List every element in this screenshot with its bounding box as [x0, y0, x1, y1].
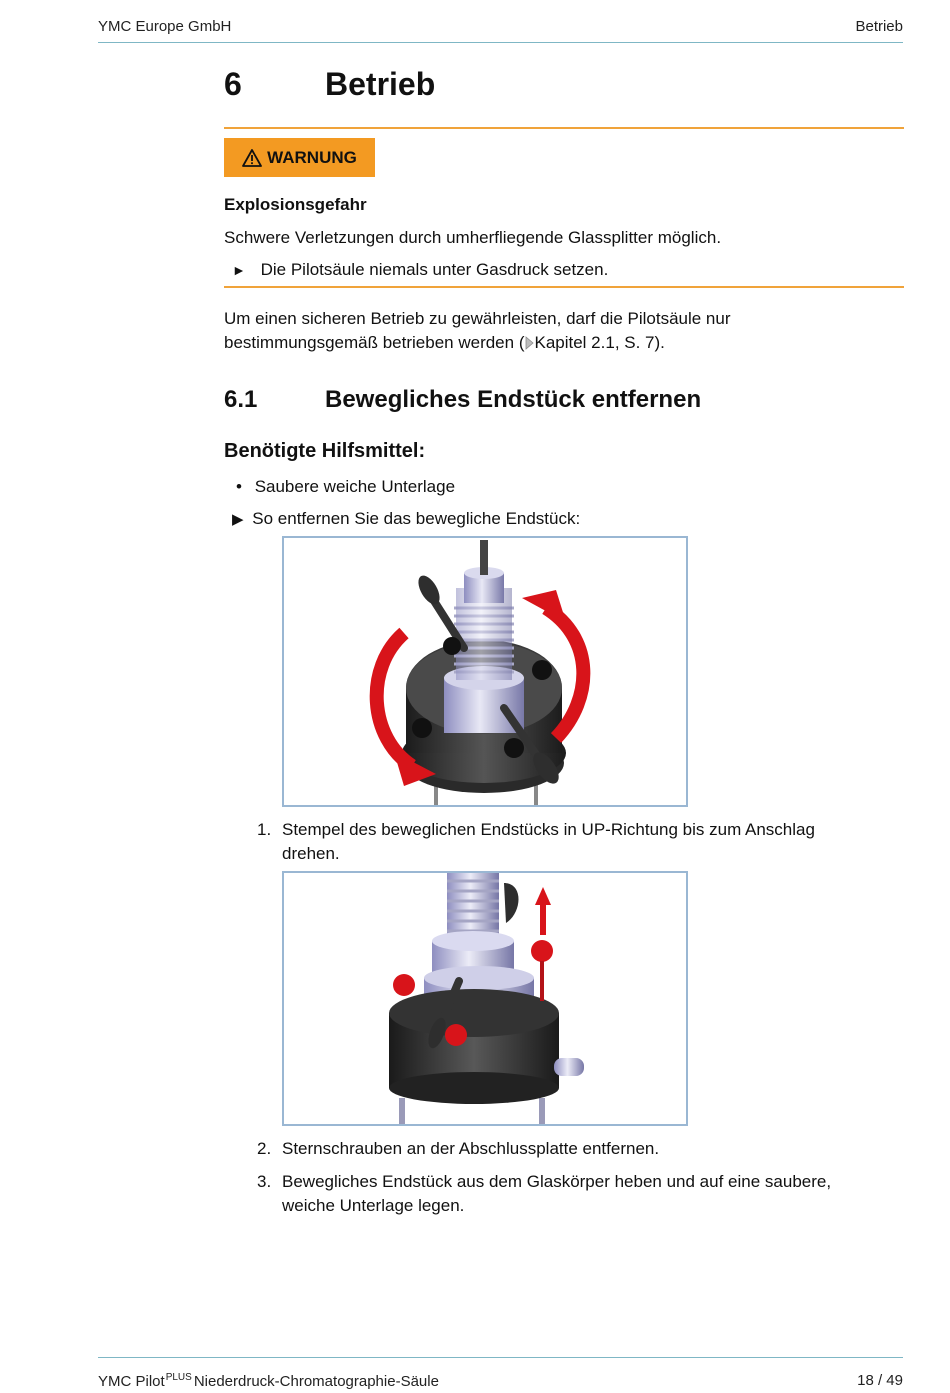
warning-action-text: Die Pilotsäule niemals unter Gasdruck setzen. [260, 260, 609, 279]
section-title: Bewegliches Endstück entfernen [325, 386, 702, 413]
footer-product [98, 1372, 439, 1390]
warning-title: Explosionsgefahr [224, 195, 367, 214]
intro-text-before: bestimmungsgemäß betrieben werden ( [224, 333, 525, 352]
step-3-line2: weiche Unterlage legen. [282, 1196, 465, 1215]
footer-product-sup: PLUS [165, 1372, 192, 1383]
procedure-intro-text: So entfernen Sie das bewegliche Endstück: [252, 509, 581, 528]
intro-text-after: ). [654, 333, 665, 352]
arrow-bullet-icon: ► [232, 262, 246, 278]
footer-subtitle: Niederdruck-Chromatographie-Säule [193, 1373, 439, 1390]
arrow-bullet-icon: ▶ [232, 511, 244, 528]
step-2-number: 2. [257, 1139, 272, 1158]
figure-rotate-endpiece [282, 536, 688, 807]
tools-item-text: Saubere weiche Unterlage [254, 477, 456, 496]
tools-heading: Benötigte Hilfsmittel: [224, 440, 426, 462]
header-company: YMC Europe GmbH [98, 18, 232, 35]
intro-line2 [224, 331, 665, 355]
footer-page-number: 18 / 49 [857, 1372, 903, 1389]
section-number: 6.1 [224, 386, 258, 413]
header-rule [98, 42, 903, 43]
procedure-intro [232, 507, 580, 532]
step-1-line2: drehen. [282, 844, 340, 863]
header-section: Betrieb [855, 18, 903, 35]
step-3-line1: Bewegliches Endstück aus dem Glaskörper heben und auf eine saubere, [282, 1172, 832, 1191]
link-triangle-icon [524, 336, 534, 350]
intro-line1: Um einen sicheren Betrieb zu gewährleisten, darf die Pilotsäule nur [224, 309, 731, 328]
step-1-number: 1. [257, 820, 272, 839]
warning-triangle-icon [242, 149, 262, 167]
endpiece-illustration-1 [284, 538, 686, 805]
step-1-line1: Stempel des beweglichen Endstücks in UP-Richtung bis zum Anschlag [282, 820, 815, 839]
chapter-link[interactable]: Kapitel 2.1, S. 7 [534, 333, 655, 352]
figure-remove-screws [282, 871, 688, 1126]
warning-bottom-rule [224, 286, 904, 288]
chapter-title: Betrieb [325, 66, 436, 102]
bullet-dot-icon: • [236, 477, 242, 496]
step-3-number: 3. [257, 1172, 272, 1191]
footer-product-name: YMC Pilot [98, 1373, 165, 1390]
tools-item [236, 475, 455, 499]
chapter-number: 6 [224, 66, 242, 102]
warning-top-rule [224, 127, 904, 129]
footer-rule [98, 1357, 903, 1358]
warning-badge [224, 138, 375, 177]
warning-action [232, 258, 608, 282]
step-2-line1: Sternschrauben an der Abschlussplatte entfernen. [282, 1139, 660, 1158]
warning-label: WARNUNG [267, 147, 357, 167]
endpiece-illustration-2 [284, 873, 686, 1124]
warning-text: Schwere Verletzungen durch umherfliegende Glassplitter möglich. [224, 228, 722, 247]
